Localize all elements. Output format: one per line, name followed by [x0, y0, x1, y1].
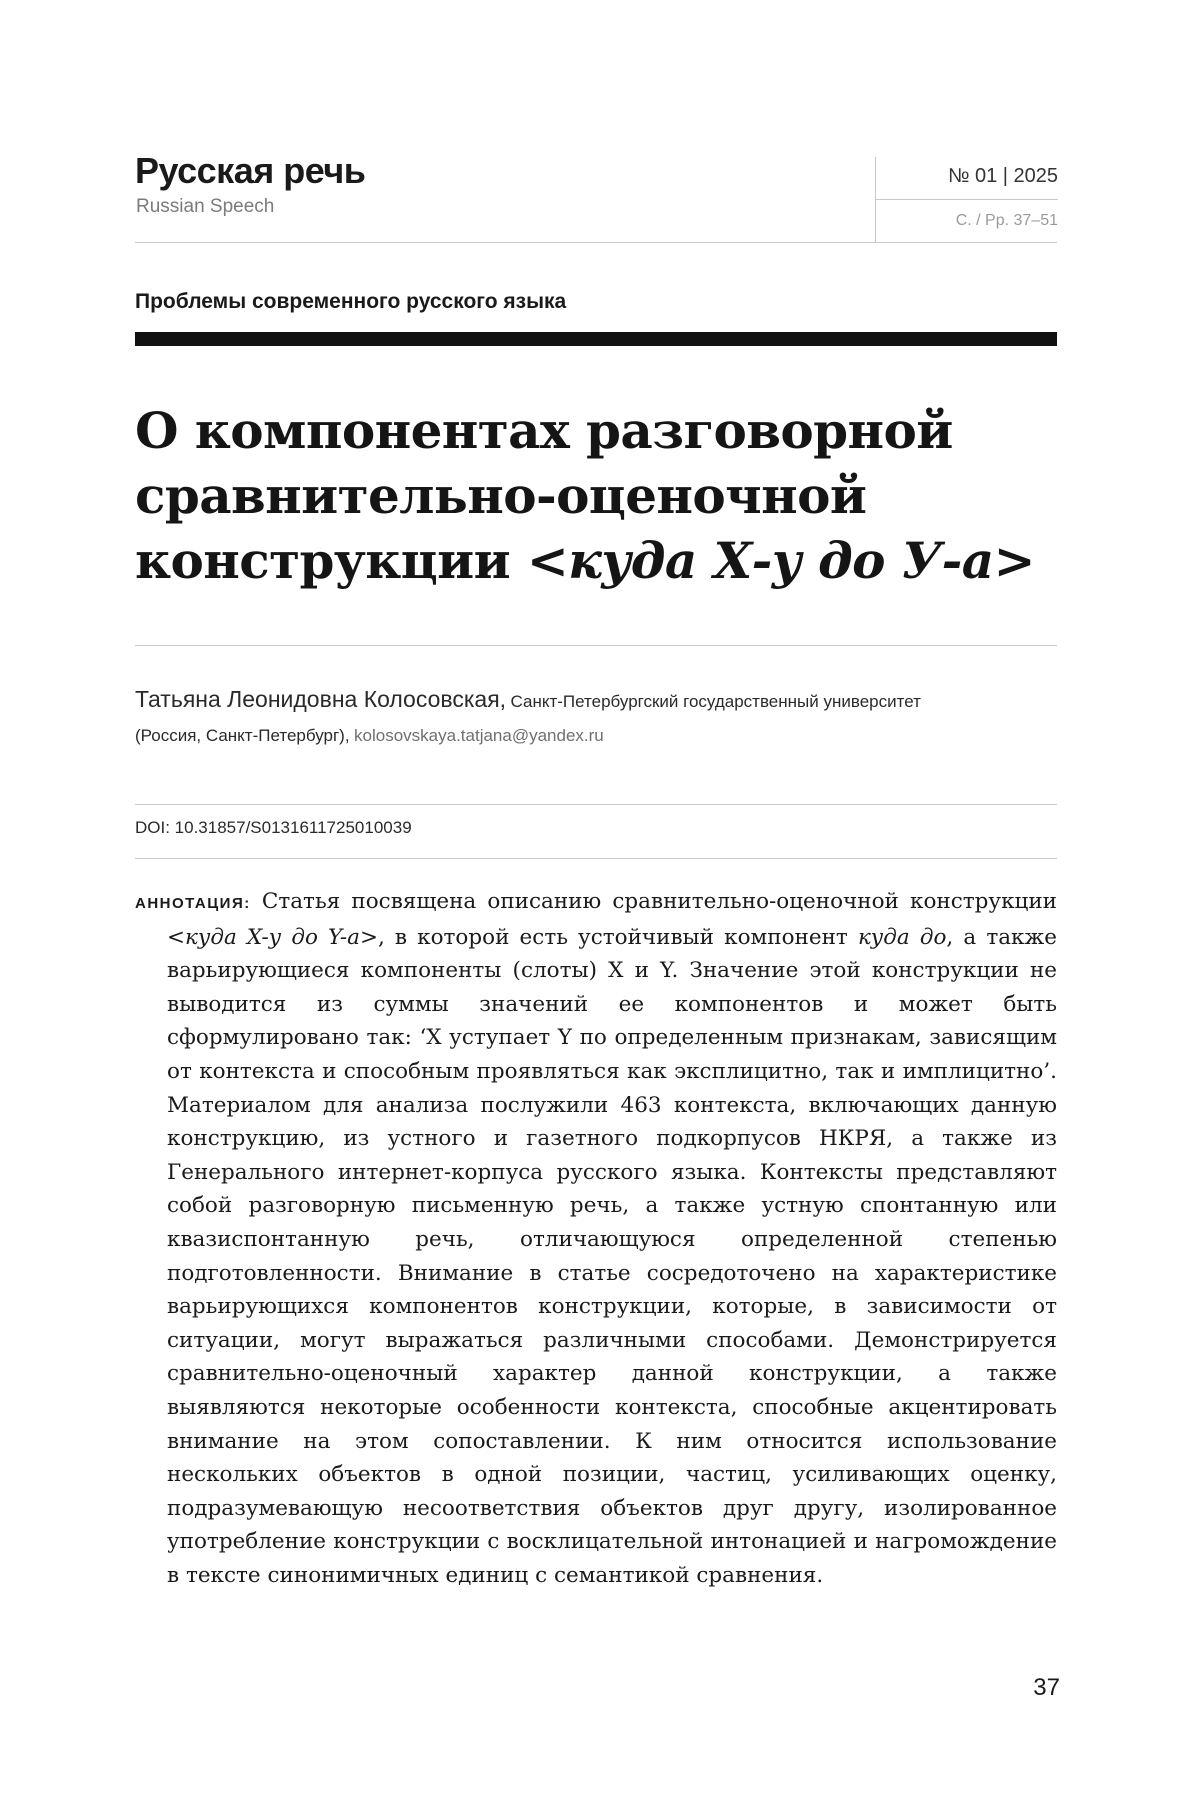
article-title	[135, 398, 1057, 593]
page-range: С. / Pp. 37–51	[955, 212, 1058, 229]
divider-after-title	[135, 645, 1057, 646]
author-location: (Россия, Санкт-Петербург),	[135, 726, 350, 745]
abstract-construction: куда X-у до Y-а	[185, 924, 360, 950]
journal-subtitle: Russian Speech	[136, 196, 275, 217]
title-line-1: О компонентах разговорной	[135, 401, 953, 460]
journal-title: Русская речь	[135, 150, 366, 191]
journal-header	[135, 150, 1057, 243]
abstract	[135, 885, 1057, 1592]
author-block	[135, 683, 1057, 753]
title-line-3-suffix: >	[993, 531, 1035, 590]
abstract-text-2: >, в которой есть устойчивый компонент	[359, 924, 858, 950]
title-construction: куда Х-у до У-а	[568, 531, 994, 590]
title-line-3-prefix: конструкции <	[135, 531, 569, 590]
issue-top-cell	[876, 157, 1058, 200]
page-number: 37	[1033, 1674, 1060, 1701]
author-affiliation: Санкт-Петербургский государственный университет	[510, 692, 921, 711]
abstract-label: АННОТАЦИЯ:	[135, 895, 251, 912]
divider-before-doi	[135, 804, 1057, 805]
section-divider	[135, 332, 1057, 346]
divider-after-doi	[135, 858, 1057, 859]
issue-number: № 01 | 2025	[947, 165, 1058, 187]
section-heading: Проблемы современного русского языка	[135, 290, 567, 313]
author-email-link[interactable]: kolosovskaya.tatjana@yandex.ru	[354, 726, 604, 745]
abstract-fixed-component: куда до	[857, 924, 947, 950]
abstract-text-3: , а также варьирующиеся компоненты (слоты) X и Y. Значение этой конструкции не выводится из суммы значений ее компонентов и может быть сформулировано так: ‘X уступает Y по определенным признакам, зависящим от контекста и способным проявляться как эксплицитно, так и имплицитно’. Материалом для анализа послужили 463 контекста, включающих данную конструкцию, из устного и газетного подкорпусов НКРЯ, а также из Генерального интернет-корпуса русского языка. Контексты представляют собой разговорную письменную речь, а также устную спонтанную или квазиспонтанную речь, отличающуюся определенной степенью подготовленности. Внимание в статье сосредоточено на характеристике варьирующихся компонентов конструкции, которые, в зависимости от ситуации, могут выражаться различными способами. Демонстрируется сравнительно-оценочный характер данной конструкции, а также выявляются некоторые особенности контекста, способные акцентировать внимание на этом сопоставлении. К ним относится использование нескольких объектов в одной позиции, частиц, усиливающих оценку, подразумевающую несоответствия объектов друг другу, изолированное употребление конструкции с восклицательной интонацией и нагромождение в тексте синонимичных единиц с семантикой сравнения.	[167, 924, 1057, 1588]
issue-info	[875, 157, 1058, 242]
abstract-text-1: Статья посвящена описанию сравнительно-оценочной конструкции <	[167, 889, 1057, 950]
author-name: Татьяна Леонидовна Колосовская,	[135, 686, 507, 712]
doi: DOI: 10.31857/S0131611725010039	[135, 818, 412, 837]
title-line-2: сравнительно-оценочной	[135, 466, 867, 525]
